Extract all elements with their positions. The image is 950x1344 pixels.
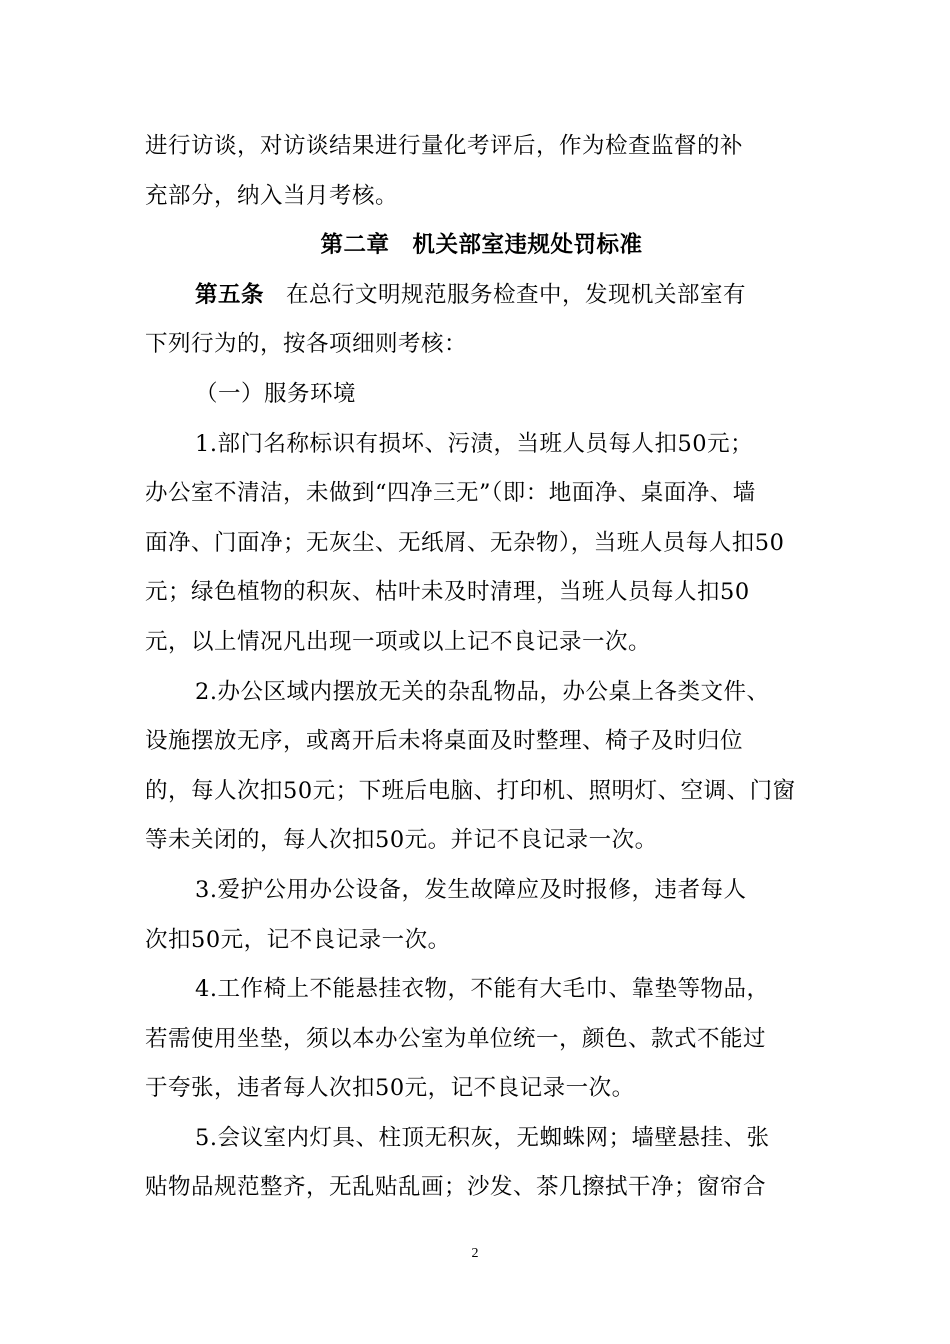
- text-line: 贴物品规范整齐，无乱贴乱画；沙发、茶几擦拭干净；窗帘合: [145, 1174, 767, 1201]
- text-line: 的，每人次扣50元；下班后电脑、打印机、照明灯、空调、门窗: [145, 777, 796, 804]
- text-line: 等未关闭的，每人次扣50元。并记不良记录一次。: [145, 827, 658, 854]
- text-line: 进行访谈，对访谈结果进行量化考评后，作为检查监督的补: [145, 133, 744, 159]
- text-line: 元；绿色植物的积灰、枯叶未及时清理，当班人员每人扣50: [145, 579, 750, 606]
- text-span: 在总行文明规范服务检查中，发现机关部室有: [286, 281, 747, 308]
- text-line: 1.部门名称标识有损坏、污渍，当班人员每人扣50元；: [195, 430, 754, 457]
- article-first-line: [145, 271, 810, 321]
- article-label: 第五条: [195, 281, 265, 308]
- text-line: 设施摆放无序，或离开后未将桌面及时整理、椅子及时归位: [145, 728, 744, 755]
- page-number: 2: [471, 1246, 479, 1261]
- text-line: 元，以上情况凡出现一项或以上记不良记录一次。: [145, 628, 652, 655]
- text-line: 若需使用坐垫，须以本办公室为单位统一，颜色、款式不能过: [145, 1025, 767, 1052]
- text-line: 4.工作椅上不能悬挂衣物，不能有大毛巾、靠垫等物品，: [195, 976, 770, 1003]
- text-line: 面净、门面净；无灰尘、无纸屑、无杂物），当班人员每人扣50: [145, 529, 785, 556]
- text-line: 下列行为的，按各项细则考核：: [145, 331, 468, 358]
- text-line: 充部分，纳入当月考核。: [145, 182, 399, 209]
- text-line: 于夸张，违者每人次扣50元，记不良记录一次。: [145, 1075, 635, 1102]
- text-line: 办公室不清洁，未做到“四净三无”（即：地面净、桌面净、墙: [145, 480, 756, 507]
- chapter-title: 第二章 机关部室违规处罚标准: [320, 232, 643, 259]
- text-line: 3.爱护公用办公设备，发生故障应及时报修，违者每人: [195, 876, 747, 903]
- document-body: [145, 122, 810, 1213]
- section-heading: （一）服务环境: [195, 380, 357, 407]
- text-line: 2.办公区域内摆放无关的杂乱物品，办公桌上各类文件、: [195, 678, 770, 705]
- text-line: 5.会议室内灯具、柱顶无积灰，无蜘蛛网；墙壁悬挂、张: [195, 1124, 770, 1151]
- text-line: 次扣50元，记不良记录一次。: [145, 926, 451, 953]
